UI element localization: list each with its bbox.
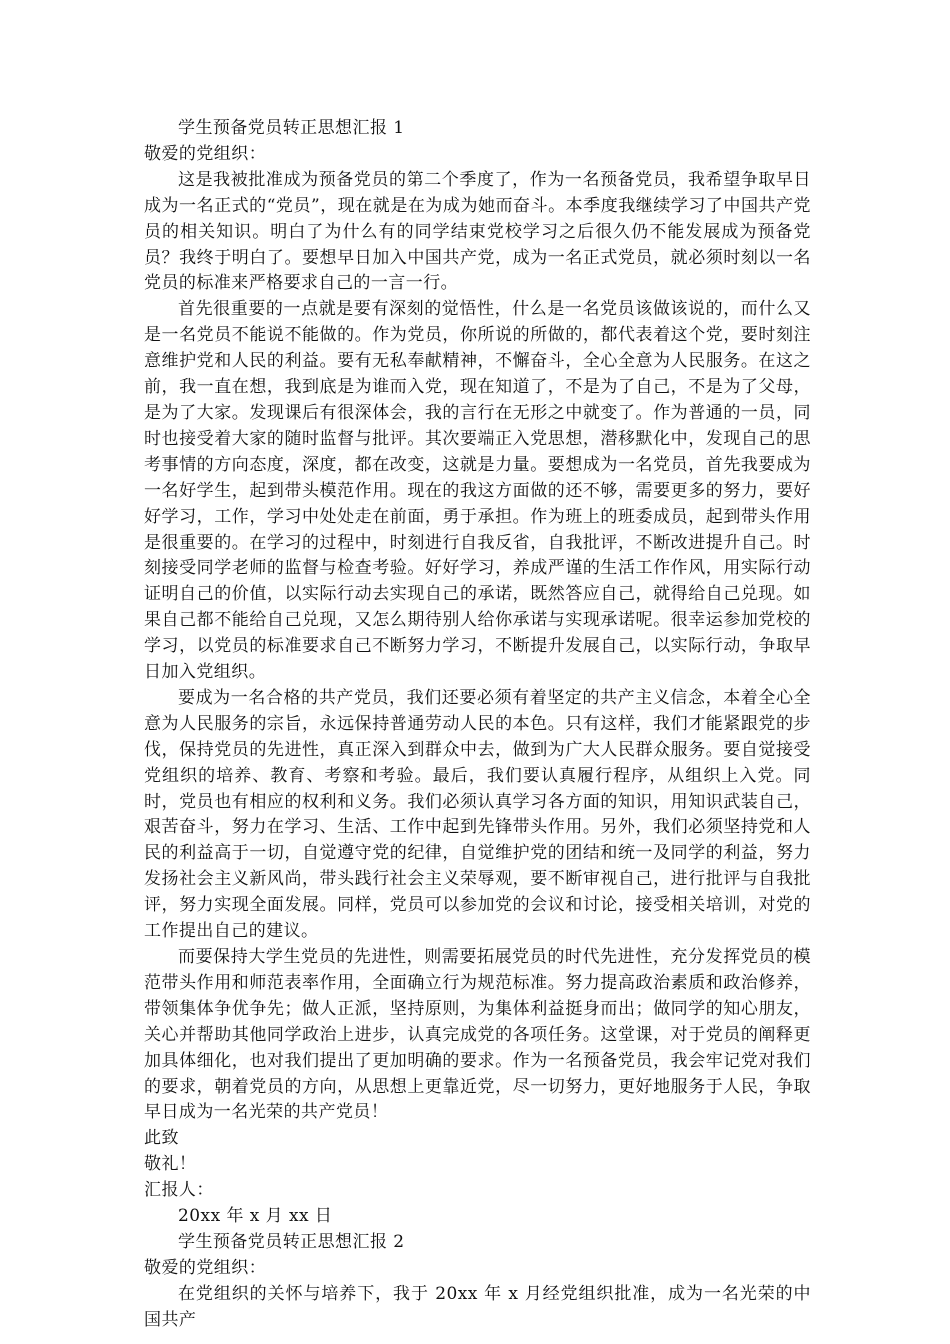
report-1-paragraph-3: 要成为一名合格的共产党员，我们还要必须有着坚定的共产主义信念，本着全心全意为人民服务的宗旨，永远保持普通劳动人民的本色。只有这样，我们才能紧跟党的步伐，保持党员的先进性，真正深入到群众中去，做到为广大人民群众服务。要自觉接受党组织的培养、教育、考察和考验。最后，我们要认真履行程序，从组织上入党。同时，党员也有相应的权利和义务。我们必须认真学习各方面的知识，用知识武装自己，艰苦奋斗，努力在学习、生活、工作中起到先锋带头作用。另外，我们必须坚持党和人民的利益高于一切，自觉遵守党的纪律，自觉维护党的团结和统一及同学的利益，努力发扬社会主义新风尚，带头践行社会主义荣辱观，要不断审视自己，进行批评与自我批评，努力实现全面发展。同样，党员可以参加党的会议和讨论，接受相关培训，对党的工作提出自己的建议。 — [144, 687, 811, 942]
report-2-title: 学生预备党员转正思想汇报 2 — [178, 1231, 405, 1252]
report-1-paragraph-4: 而要保持大学生党员的先进性，则需要拓展党员的时代先进性，充分发挥党员的模范带头作用和师范表率作用，全面确立行为规范标准。努力提高政治素质和政治修养，带领集体争优争先；做人正派，坚持原则，为集体利益挺身而出；做同学的知心朋友，关心并帮助其他同学政治上进步，认真完成党的各项任务。这堂课，对于党员的阐释更加具体细化，也对我们提出了更加明确的要求。作为一名预备党员，我会牢记党对我们的要求，朝着党员的方向，从思想上更靠近党，尽一切努力，更好地服务于人民，争取早日成为一名光荣的共产党员！ — [144, 947, 811, 1123]
report-1-reporter: 汇报人： — [144, 1180, 214, 1201]
document-page — [144, 116, 811, 1334]
report-1-date: 20xx 年 x 月 xx 日 — [178, 1206, 333, 1227]
report-1-paragraph-2: 首先很重要的一点就是要有深刻的觉悟性，什么是一名党员该做该说的，而什么又是一名党员不能说不能做的。作为党员，你所说的所做的，都代表着这个党，要时刻注意维护党和人民的利益。要有无私奉献精神，不懈奋斗，全心全意为人民服务。在这之前，我一直在想，我到底是为谁而入党，现在知道了，不是为了自己，不是为了父母，是为了大家。发现课后有很深体会，我的言行在无形之中就变了。作为普通的一员，同时也接受着大家的随时监督与批评。其次要端正入党思想，潜移默化中，发现自己的思考事情的方向态度，深度，都在改变，这就是力量。要想成为一名党员，首先我要成为一名好学生，起到带头模范作用。现在的我这方面做的还不够，需要更多的努力，要好好学习，工作，学习中处处走在前面，勇于承担。作为班上的班委成员，起到带头作用是很重要的。在学习的过程中，时刻进行自我反省，自我批评，不断改进提升自己。时刻接受同学老师的监督与检查考验。好好学习，养成严谨的生活工作作风，用实际行动证明自己的价值，以实际行动去实现自己的承诺，既然答应自己，就得给自己兑现。如果自己都不能给自己兑现，又怎么期待别人给你承诺与实现承诺呢。很幸运参加党校的学习，以党员的标准要求自己不断努力学习，不断提升发展自己，以实际行动，争取早日加入党组织。 — [144, 299, 811, 683]
report-1-salute: 敬礼！ — [144, 1154, 197, 1175]
report-1-salutation: 敬爱的党组织： — [144, 143, 267, 164]
report-1-paragraph-1: 这是我被批准成为预备党员的第二个季度了，作为一名预备党员，我希望争取早日成为一名正式的“党员”，现在就是在为成为她而奋斗。本季度我继续学习了中国共产党员的相关知识。明白了为什么有的同学结束党校学习之后很久仍不能发展成为预备党员？我终于明白了。要想早日加入中国共产党，成为一名正式党员，就必须时刻以一名党员的标准来严格要求自己的一言一行。 — [144, 169, 811, 294]
report-2-paragraph-1: 在党组织的关怀与培养下，我于 20xx 年 x 月经党组织批准，成为一名光荣的中国共产 — [144, 1283, 811, 1330]
report-1-closing: 此致 — [144, 1128, 179, 1149]
report-2-salutation: 敬爱的党组织： — [144, 1257, 267, 1278]
report-1-title: 学生预备党员转正思想汇报 1 — [178, 118, 405, 138]
